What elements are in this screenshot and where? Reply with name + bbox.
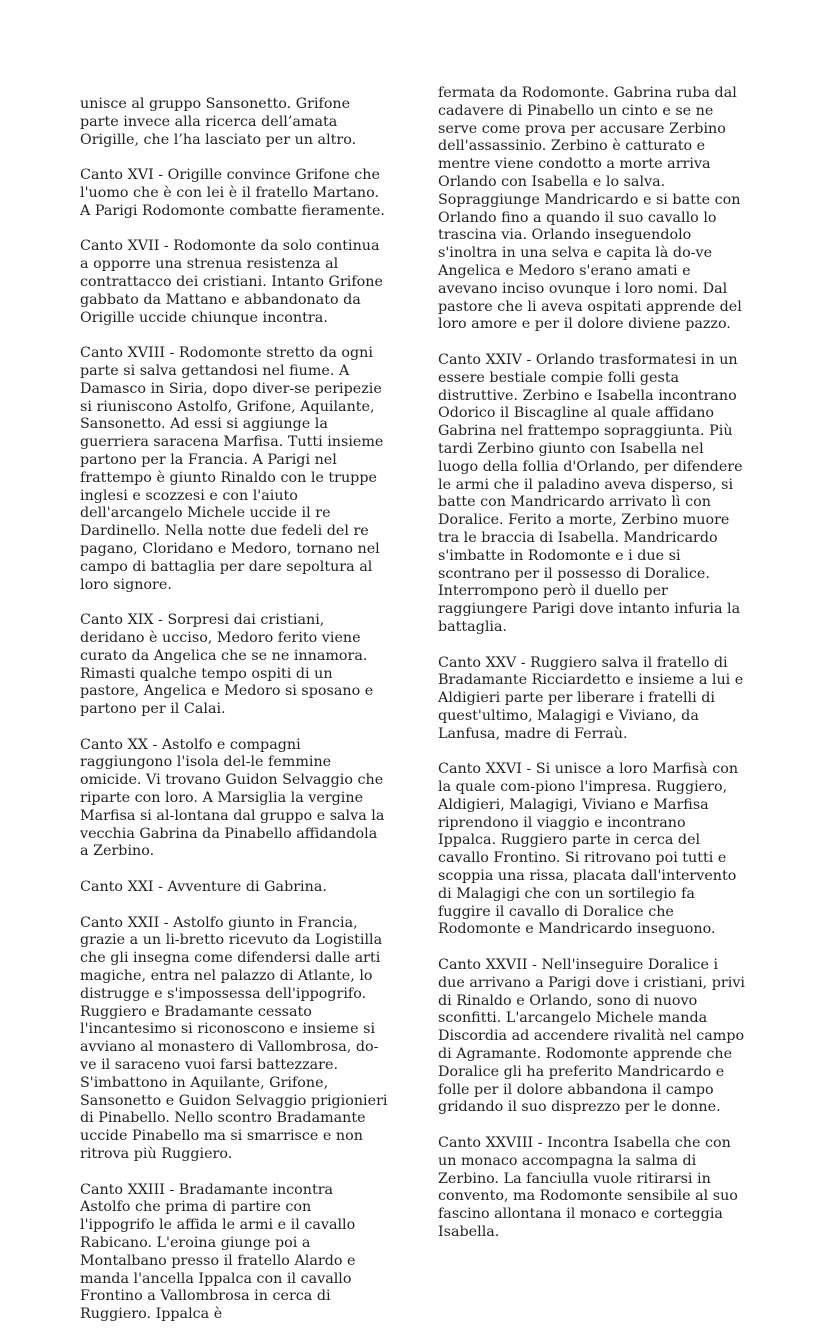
paragraph-canto-xxviii: Canto XXVIII - Incontra Isabella che con un monaco accompagna la salma di Zerbino. La fanciulla vuole ritirarsi in convento, ma Rodomonte sensibile al suo fascino allontana il monaco e corteggia Isabella. — [438, 1135, 738, 1240]
paragraph-canto-xviii: Canto XVIII - Rodomonte stretto da ogni parte si salva gettandosi nel fiume. A Damasco in Siria, dopo diver-se peripezie si riuniscono Astolfo, Grifone, Aquilante, Sansonetto. Ad essi si aggiunge la guerriera saracena Marfisa. Tutti insieme partono per la Francia. A Parigi nel frattempo è giunto Rinaldo con le truppe inglesi e scozzesi e con l'aiuto dell'arcangelo Michele uccide il re Dardinello. Nella notte due fedeli del re pagano, Cloridano e Medoro, tornano nel campo di battaglia per dare sepoltura al loro signore. — [80, 345, 384, 593]
paragraph-canto-xxiii: Canto XXIII - Bradamante incontra Astolfo che prima di partire con l'ippogrifo le affida le armi e il cavallo Rabicano. L'eroina giunge poi a Montalbano presso il fratello Alardo e manda l'ancella Ippalca con il cavallo Frontino a Vallombrosa in cerca di Ruggiero. Ippalca è — [80, 1181, 356, 1323]
right-column — [438, 85, 746, 1260]
paragraph-continuation: fermata da Rodomonte. Gabrina ruba dal cadavere di Pinabello un cinto e se ne serve come prova per accusare Zerbino dell'assassinio. Zerbino è catturato e mentre viene condotto a morte arriva Orlando con Isabella e lo salva. Sopraggiunge Mandricardo e si batte con Orlando fino a quando il suo cavallo lo trascina via. Orlando inseguendolo s'inoltra in una selva e capita là do-ve Angelica e Medoro s'erano amati e avevano inciso ovunque i loro nomi. Dal pastore che li aveva ospitati apprende del loro amore e per il dolore diviene pazzo. — [438, 85, 742, 333]
paragraph-canto-xxi: Canto XXI - Avventure di Gabrina. — [80, 879, 327, 896]
paragraph-canto-xvi: Canto XVI - Origille convince Grifone che l'uomo che è con lei è il fratello Martano. A Parigi Rodomonte combatte fieramente. — [80, 167, 385, 219]
paragraph-canto-xxvi: Canto XXVI - Si unisce a loro Marfisà con la quale com-piono l'impresa. Ruggiero, Aldigieri, Malagigi, Viviano e Marfisa riprendono il viaggio e incontrano Ippalca. Ruggiero parte in cerca del cavallo Frontino. Si ritrovano poi tutti e scoppia una rissa, placata dall'intervento di Malagigi che con un sortilegio fa fuggire il cavallo di Doralice che Rodomonte e Mandricardo inseguono. — [438, 761, 739, 938]
paragraph-canto-xix: Canto XIX - Sorpresi dai cristiani, deridano è ucciso, Medoro ferito viene curato da Angelica che se ne innamora. Rimasti qualche tempo ospiti di un pastore, Angelica e Medoro si sposano e partono per il Calai. — [80, 612, 374, 718]
left-column — [80, 96, 388, 1342]
paragraph-canto-xxv: Canto XXV - Ruggiero salva il fratello di Bradamante Ricciardetto e insieme a lui e Aldigieri parte per liberare i fratelli di quest'ultimo, Malagigi e Viviano, da Lanfusa, madre di Ferraù. — [438, 654, 744, 742]
paragraph: unisce al gruppo Sansonetto. Grifone parte invece alla ricerca dell’amata Origille, che l’ha lasciato per un altro. — [80, 96, 357, 148]
two-column-layout — [80, 85, 828, 1342]
paragraph-canto-xxii: Canto XXII - Astolfo giunto in Francia, grazie a un li-bretto ricevuto da Logistilla che gli insegna come difendersi dalle arti magiche, entra nel palazzo di Atlante, lo distrugge e s'impossessa dell'ippogrifo. Ruggiero e Bradamante cessato l'incantesimo si riconoscono e insieme si avviano al monastero di Vallombrosa, do-ve il saraceno vuoi farsi battezzare. S'imbattono in Aquilante, Grifone, Sansonetto e Guidon Selvaggio prigionieri di Pinabello. Nello scontro Bradamante uccide Pinabello ma si smarrisce e non ritrova più Ruggiero. — [80, 914, 388, 1163]
paragraph-canto-xxvii: Canto XXVII - Nell'inseguire Doralice i due arrivano a Parigi dove i cristiani, privi di Rinaldo e Orlando, sono di nuovo sconfitti. L'arcangelo Michele manda Discordia ad accendere rivalità nel campo di Agramante. Rodomonte apprende che Doralice gli ha preferito Mandricardo e folle per il dolore abbandona il campo gridando il suo disprezzo per le donne. — [438, 957, 745, 1116]
paragraph-canto-xxiv: Canto XXIV - Orlando trasformatesi in un essere bestiale compie folli gesta distruttive. Zerbino e Isabella incontrano Odorico il Biscagline al quale affidano Gabrina nel frattempo sopraggiunta. Più tardi Zerbino giunto con Isabella nel luogo della follia d'Orlando, per difendere le armi che il paladino aveva disperso, si batte con Mandricardo arrivato lì con Doralice. Ferito a morte, Zerbino muore tra le braccia di Isabella. Mandricardo s'imbatte in Rodomonte e i due si scontrano per il possesso di Doralice. Interrompono però il duello per raggiungere Parigi dove intanto infuria la battaglia. — [438, 351, 743, 635]
paragraph-canto-xx: Canto XX - Astolfo e compagni raggiungono l'isola del-le femmine omicide. Vi trovano Guidon Selvaggio che riparte con loro. A Marsiglia la vergine Marfisa si al-lontana dal gruppo e salva la vecchia Gabrina da Pinabello affidandola a Zerbino. — [80, 736, 385, 860]
paragraph-canto-xvii: Canto XVII - Rodomonte da solo continua a opporre una strenua resistenza al contrattacco dei cristiani. Intanto Grifone gabbato da Mattano e abbandonato da Origille uccide chiunque incontra. — [80, 238, 383, 326]
